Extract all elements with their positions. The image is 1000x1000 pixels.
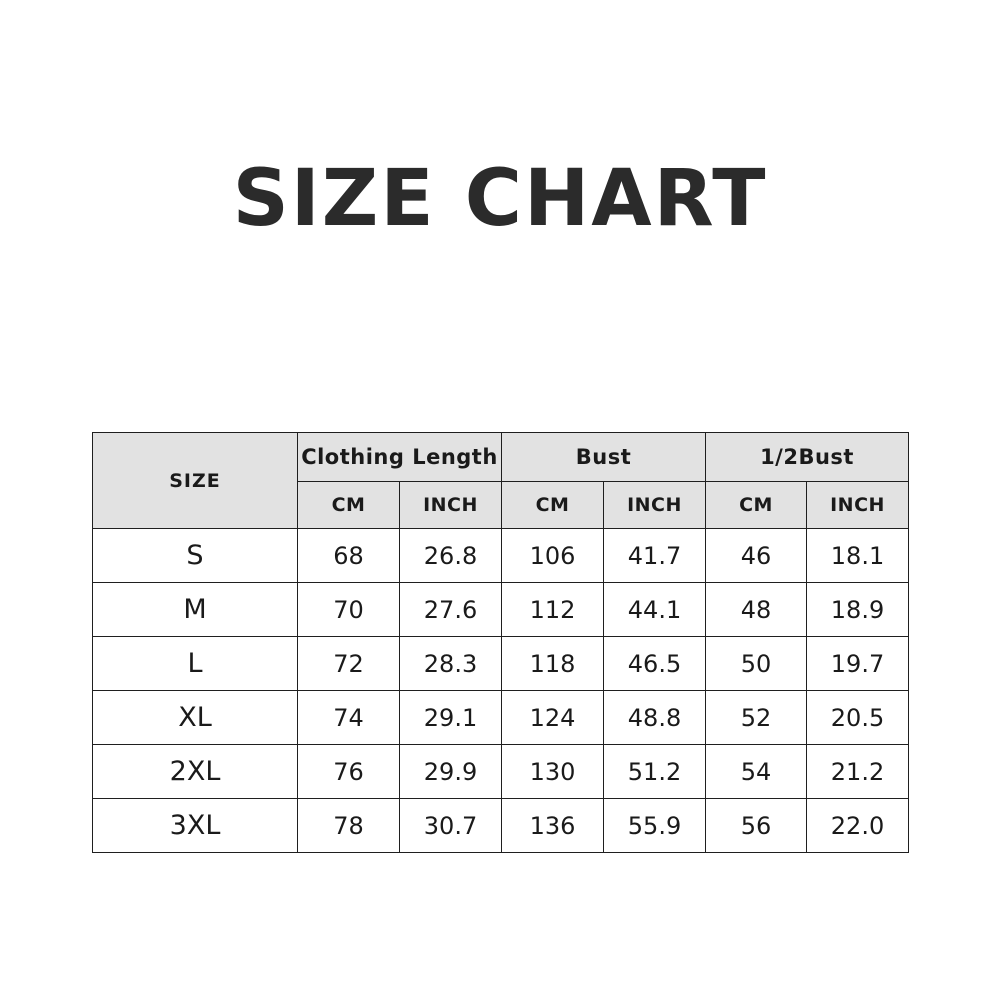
cell-length-cm: 70 [298, 583, 400, 637]
cell-bust-cm: 118 [502, 637, 604, 691]
cell-half-bust-cm: 48 [706, 583, 807, 637]
cell-bust-inch: 41.7 [604, 529, 706, 583]
cell-half-bust-cm: 46 [706, 529, 807, 583]
cell-size: 3XL [93, 799, 298, 853]
cell-bust-inch: 55.9 [604, 799, 706, 853]
cell-bust-inch: 46.5 [604, 637, 706, 691]
size-chart-table [92, 432, 909, 853]
cell-length-cm: 76 [298, 745, 400, 799]
cell-length-inch: 29.1 [400, 691, 502, 745]
header-size: SIZE [93, 433, 298, 529]
cell-bust-cm: 112 [502, 583, 604, 637]
cell-length-inch: 28.3 [400, 637, 502, 691]
cell-size: M [93, 583, 298, 637]
cell-half-bust-cm: 54 [706, 745, 807, 799]
cell-length-cm: 78 [298, 799, 400, 853]
table-row [93, 637, 909, 691]
header-bust: Bust [502, 433, 706, 482]
header-clothing-length-inch: INCH [400, 482, 502, 529]
cell-length-cm: 74 [298, 691, 400, 745]
cell-bust-inch: 44.1 [604, 583, 706, 637]
table-row [93, 691, 909, 745]
cell-size: 2XL [93, 745, 298, 799]
header-bust-inch: INCH [604, 482, 706, 529]
cell-size: S [93, 529, 298, 583]
table-header-group-row [93, 433, 909, 482]
cell-half-bust-cm: 50 [706, 637, 807, 691]
table-body [93, 529, 909, 853]
header-bust-cm: CM [502, 482, 604, 529]
cell-length-inch: 30.7 [400, 799, 502, 853]
cell-half-bust-inch: 22.0 [807, 799, 909, 853]
cell-length-inch: 27.6 [400, 583, 502, 637]
cell-half-bust-inch: 20.5 [807, 691, 909, 745]
cell-half-bust-inch: 18.1 [807, 529, 909, 583]
cell-bust-inch: 48.8 [604, 691, 706, 745]
cell-bust-cm: 124 [502, 691, 604, 745]
cell-bust-cm: 130 [502, 745, 604, 799]
cell-half-bust-inch: 21.2 [807, 745, 909, 799]
table-header [93, 433, 909, 529]
page-title: SIZE CHART [232, 154, 768, 244]
table-row [93, 529, 909, 583]
header-clothing-length-cm: CM [298, 482, 400, 529]
cell-half-bust-cm: 56 [706, 799, 807, 853]
cell-bust-inch: 51.2 [604, 745, 706, 799]
table-row [93, 583, 909, 637]
header-clothing-length: Clothing Length [298, 433, 502, 482]
header-half-bust-inch: INCH [807, 482, 909, 529]
cell-half-bust-cm: 52 [706, 691, 807, 745]
cell-length-inch: 29.9 [400, 745, 502, 799]
cell-length-cm: 68 [298, 529, 400, 583]
cell-length-cm: 72 [298, 637, 400, 691]
cell-half-bust-inch: 18.9 [807, 583, 909, 637]
cell-half-bust-inch: 19.7 [807, 637, 909, 691]
header-half-bust: 1/2Bust [706, 433, 909, 482]
cell-bust-cm: 106 [502, 529, 604, 583]
size-chart-table-container [92, 432, 908, 853]
cell-length-inch: 26.8 [400, 529, 502, 583]
cell-size: L [93, 637, 298, 691]
header-half-bust-cm: CM [706, 482, 807, 529]
table-row [93, 745, 909, 799]
cell-bust-cm: 136 [502, 799, 604, 853]
cell-size: XL [93, 691, 298, 745]
table-row [93, 799, 909, 853]
